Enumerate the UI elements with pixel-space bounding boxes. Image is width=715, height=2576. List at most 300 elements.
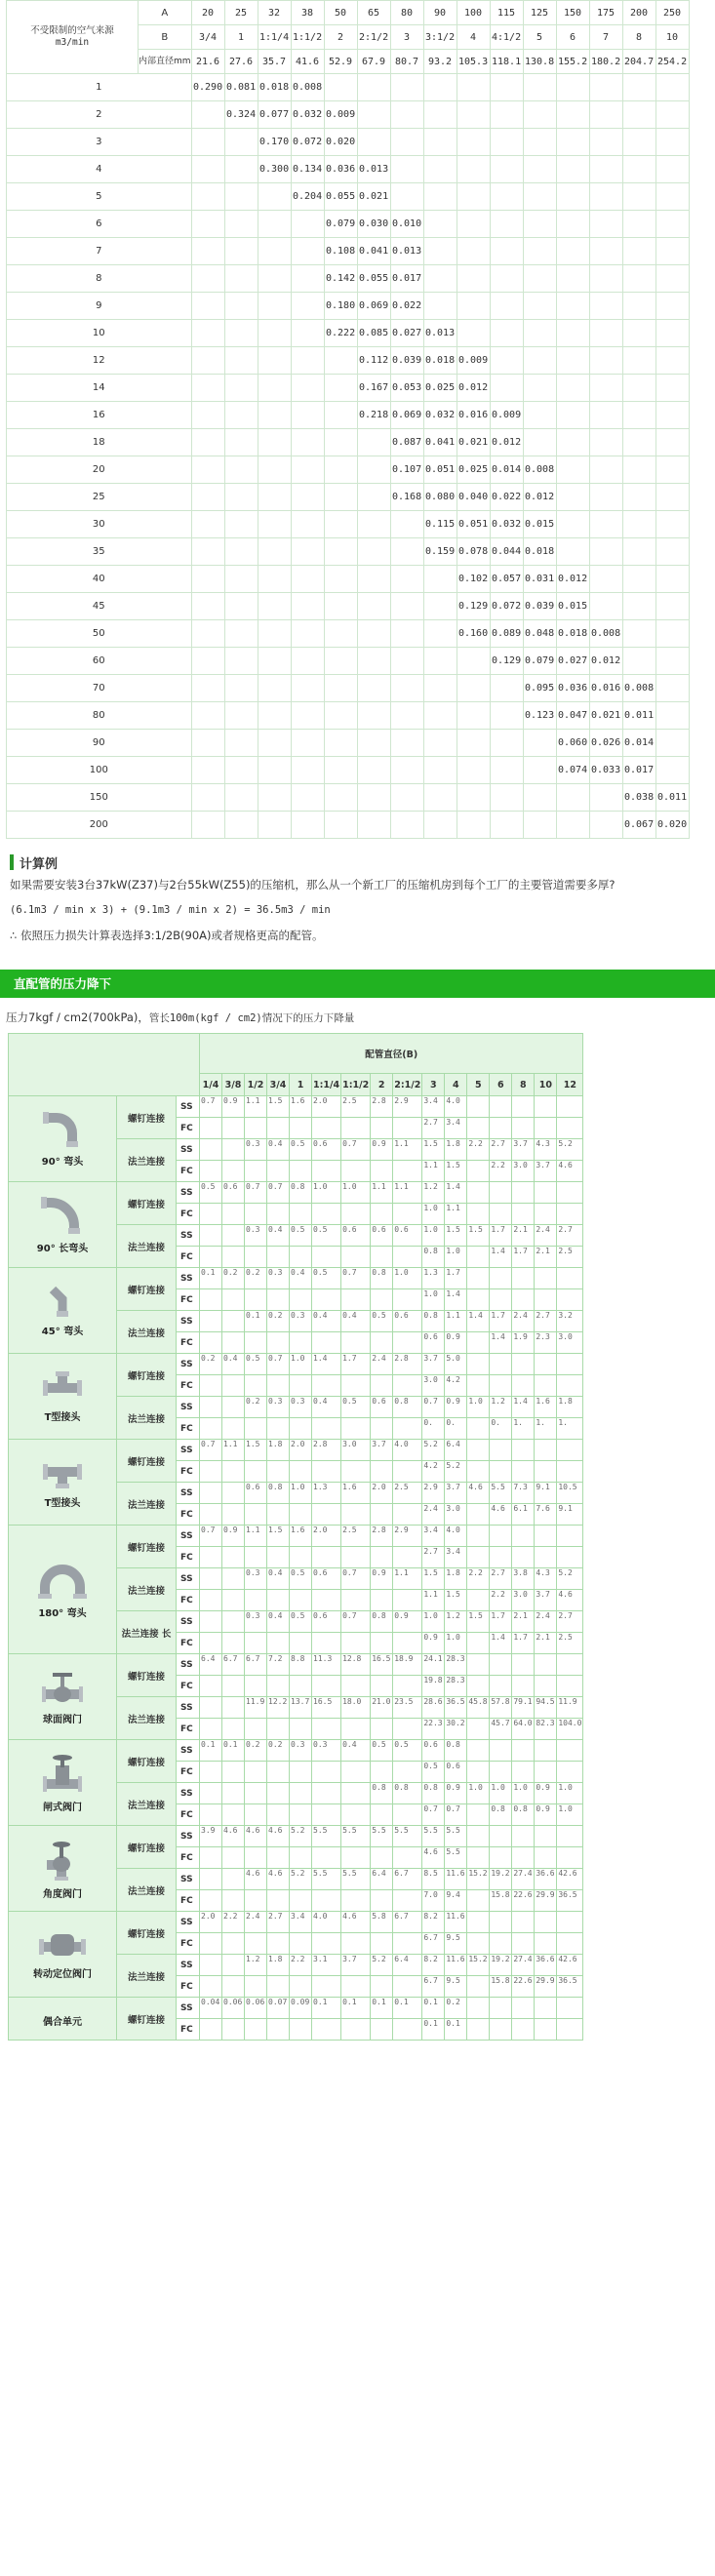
section-banner: 直配管的压力降下 (0, 970, 715, 998)
pressure-drop-cell (490, 1547, 511, 1567)
pressure-drop-cell (290, 1375, 311, 1396)
loss-value-cell (192, 238, 224, 264)
pressure-drop-cell (341, 1161, 370, 1181)
pressure-drop-cell: 5.5 (371, 1826, 392, 1846)
loss-value-cell: 0.055 (325, 183, 357, 210)
loss-value-cell (491, 757, 523, 783)
pressure-drop-cell (245, 1204, 266, 1224)
loss-value-cell: 0.033 (590, 757, 622, 783)
material-ss-label: SS (177, 1182, 199, 1203)
pressure-drop-cell: 0.6 (341, 1225, 370, 1246)
pressure-drop-cell (393, 1633, 421, 1653)
connection-type: 螺钉连接 (117, 1096, 176, 1138)
pressure-drop-cell (222, 1332, 244, 1353)
pressure-drop-cell (312, 1890, 340, 1911)
swing-check-valve-icon (10, 1928, 115, 1962)
pressure-drop-cell: 1.0 (422, 1225, 444, 1246)
pressure-drop-cell (267, 1204, 289, 1224)
loss-value-cell (524, 784, 556, 811)
flow-unit: m3/min (55, 37, 90, 48)
pressure-drop-cell: 5.5 (341, 1826, 370, 1846)
flow-value-cell: 7 (7, 238, 191, 264)
pressure-drop-cell (557, 1762, 582, 1782)
pressure-drop-cell (245, 1504, 266, 1525)
table-row (7, 183, 689, 210)
pressure-drop-cell (290, 1461, 311, 1482)
loss-value-cell: 0.039 (391, 347, 423, 374)
table-row (7, 320, 689, 346)
inner-diameter-cell: 118.1 (491, 50, 523, 73)
pressure-drop-cell: 1.1 (445, 1204, 466, 1224)
loss-value-cell (457, 757, 490, 783)
pressure-drop-cell: 1.0 (290, 1483, 311, 1503)
pressure-drop-cell: 11.9 (557, 1697, 582, 1718)
loss-value-cell: 0.025 (424, 375, 457, 401)
loss-value-cell (623, 566, 655, 592)
pressure-drop-cell: 0.3 (312, 1740, 340, 1761)
pressure-drop-cell (312, 2019, 340, 2040)
material-fc-label: FC (177, 1933, 199, 1954)
pressure-drop-cell: 1.6 (290, 1096, 311, 1117)
loss-value-cell: 0.016 (457, 402, 490, 428)
pressure-drop-cell: 3.7 (422, 1354, 444, 1374)
pressure-drop-cell: 21.0 (371, 1697, 392, 1718)
pressure-drop-cell: 28.3 (445, 1654, 466, 1675)
pressure-drop-cell (371, 1118, 392, 1138)
pressure-drop-cell (371, 1375, 392, 1396)
loss-value-cell (391, 620, 423, 647)
pressure-drop-cell: 9.5 (445, 1933, 466, 1954)
pressure-drop-cell (312, 1247, 340, 1267)
inner-diameter-cell: 41.6 (292, 50, 324, 73)
pressure-drop-cell (312, 1804, 340, 1825)
flow-label-cell (7, 1, 138, 73)
pressure-drop-cell: 6.7 (422, 1976, 444, 1997)
pressure-drop-cell (393, 1247, 421, 1267)
pressure-drop-cell (222, 1504, 244, 1525)
pressure-drop-cell (490, 1118, 511, 1138)
pressure-drop-cell: 3.2 (557, 1311, 582, 1331)
pressure-drop-cell (535, 1526, 556, 1546)
pressure-drop-cell: 1.1 (422, 1161, 444, 1181)
pressure-drop-cell: 0.8 (490, 1804, 511, 1825)
pressure-drop-cell: 0. (490, 1418, 511, 1439)
loss-value-cell: 0.053 (391, 375, 423, 401)
pressure-drop-cell (512, 1526, 534, 1546)
pressure-drop-cell (393, 1332, 421, 1353)
tee-branch-icon (10, 1455, 115, 1490)
pressure-drop-cell: 0.4 (312, 1397, 340, 1417)
pressure-drop-cell: 0.7 (341, 1268, 370, 1288)
loss-value-cell (424, 812, 457, 838)
loss-value-cell (358, 429, 390, 456)
pressure-drop-cell (393, 1418, 421, 1439)
pressure-drop-cell (490, 1998, 511, 2018)
pressure-drop-cell: 5.5 (312, 1826, 340, 1846)
pressure-drop-cell: 1.2 (490, 1397, 511, 1417)
pressure-drop-cell: 6.7 (393, 1912, 421, 1932)
loss-value-cell: 0.011 (656, 784, 689, 811)
pressure-drop-cell: 2.7 (557, 1611, 582, 1632)
loss-value-cell: 0.072 (491, 593, 523, 619)
loss-value-cell (623, 538, 655, 565)
loss-value-cell (391, 730, 423, 756)
pressure-drop-cell (557, 1826, 582, 1846)
connection-type: 法兰连接 (117, 1397, 176, 1439)
pressure-drop-cell (200, 1804, 221, 1825)
loss-value-cell (325, 511, 357, 537)
pipe-size-header: 3/4 (267, 1074, 289, 1095)
fitting-cell (9, 1526, 116, 1653)
pressure-drop-cell (267, 1332, 289, 1353)
flow-value-cell: 1 (7, 74, 191, 100)
loss-value-cell (424, 620, 457, 647)
pressure-drop-cell (245, 2019, 266, 2040)
pressure-drop-cell (512, 1676, 534, 1696)
pressure-drop-cell (512, 1762, 534, 1782)
loss-value-cell: 0.047 (557, 702, 589, 729)
loss-value-cell (225, 675, 258, 701)
pressure-drop-cell (312, 1204, 340, 1224)
pressure-drop-cell (512, 1354, 534, 1374)
loss-value-cell (292, 429, 324, 456)
pressure-drop-cell (393, 1590, 421, 1610)
pressure-drop-cell: 2.7 (422, 1118, 444, 1138)
flow-value-cell: 35 (7, 538, 191, 565)
material-ss-label: SS (177, 1268, 199, 1288)
pressure-drop-cell (557, 1204, 582, 1224)
pressure-drop-cell: 0.8 (290, 1182, 311, 1203)
pressure-drop-cell (467, 1204, 489, 1224)
loss-value-cell: 0.051 (424, 456, 457, 483)
loss-value-cell: 0.009 (491, 402, 523, 428)
pressure-drop-cell: 0.7 (200, 1526, 221, 1546)
loss-value-cell (258, 593, 291, 619)
pressure-drop-cell: 1.4 (312, 1354, 340, 1374)
loss-value-cell (457, 183, 490, 210)
pressure-drop-cell: 4.6 (267, 1826, 289, 1846)
pressure-drop-cell: 0.7 (267, 1354, 289, 1374)
loss-value-cell: 0.032 (424, 402, 457, 428)
loss-value-cell (391, 129, 423, 155)
pressure-drop-cell: 3.9 (200, 1826, 221, 1846)
pressure-drop-cell: 0.5 (245, 1354, 266, 1374)
table-row (7, 293, 689, 319)
pressure-drop-cell: 1.5 (267, 1526, 289, 1546)
pressure-drop-cell (267, 1375, 289, 1396)
pressure-drop-cell (467, 1847, 489, 1868)
loss-value-cell (656, 538, 689, 565)
pressure-drop-cell (341, 1976, 370, 1997)
loss-value-cell: 0.032 (491, 511, 523, 537)
loss-value-cell: 0.018 (258, 74, 291, 100)
loss-value-cell (623, 74, 655, 100)
pressure-drop-cell: 1.0 (512, 1783, 534, 1803)
loss-value-cell (491, 183, 523, 210)
loss-value-cell (358, 648, 390, 674)
loss-value-cell (325, 620, 357, 647)
pressure-drop-cell (200, 1633, 221, 1653)
pressure-drop-cell: 1.4 (512, 1397, 534, 1417)
loss-value-cell (623, 101, 655, 128)
pressure-drop-cell (267, 1633, 289, 1653)
pressure-drop-cell: 15.8 (490, 1890, 511, 1911)
pressure-drop-cell (490, 1676, 511, 1696)
loss-value-cell: 0.074 (557, 757, 589, 783)
pressure-drop-cell (222, 1976, 244, 1997)
loss-value-cell (524, 238, 556, 264)
loss-value-cell (225, 402, 258, 428)
loss-value-cell (524, 347, 556, 374)
loss-value-cell: 0.036 (557, 675, 589, 701)
pressure-drop-cell: 11.6 (445, 1869, 466, 1889)
loss-value-cell: 0.079 (325, 211, 357, 237)
connection-type: 法兰连接 (117, 1869, 176, 1911)
pressure-drop-cell (467, 2019, 489, 2040)
pressure-drop-cell: 1.5 (445, 1161, 466, 1181)
pressure-drop-cell: 0.8 (422, 1247, 444, 1267)
pressure-drop-cell: 29.9 (535, 1976, 556, 1997)
pipe-size-header: 3 (422, 1074, 444, 1095)
pressure-drop-cell (557, 1354, 582, 1374)
pressure-drop-cell: 3.7 (371, 1440, 392, 1460)
loss-value-cell (623, 375, 655, 401)
material-ss-label: SS (177, 1955, 199, 1975)
pressure-drop-cell (557, 1654, 582, 1675)
pressure-drop-cell (535, 1268, 556, 1288)
pressure-drop-cell: 29.9 (535, 1890, 556, 1911)
pressure-drop-cell (341, 1504, 370, 1525)
loss-value-cell (491, 375, 523, 401)
pressure-drop-cell (371, 1847, 392, 1868)
pressure-drop-cell: 3.4 (445, 1118, 466, 1138)
pressure-drop-cell (467, 1096, 489, 1117)
pressure-drop-cell (341, 1418, 370, 1439)
loss-value-cell (557, 375, 589, 401)
loss-value-cell: 0.039 (524, 593, 556, 619)
pressure-drop-cell: 0.5 (290, 1225, 311, 1246)
pressure-drop-cell: 0.4 (341, 1740, 370, 1761)
connection-type: 法兰连接 (117, 1955, 176, 1997)
pressure-drop-cell: 0.8 (512, 1804, 534, 1825)
loss-value-cell (358, 620, 390, 647)
pressure-drop-cell (290, 1204, 311, 1224)
loss-value-cell (292, 812, 324, 838)
loss-value-cell (358, 74, 390, 100)
flow-value-cell: 6 (7, 211, 191, 237)
pressure-drop-cell: 0.4 (267, 1611, 289, 1632)
pressure-drop-cell: 22.3 (422, 1719, 444, 1739)
loss-value-cell: 0.041 (424, 429, 457, 456)
loss-value-cell (391, 538, 423, 565)
pressure-drop-cell: 0.3 (245, 1225, 266, 1246)
pressure-drop-cell: 1.8 (557, 1397, 582, 1417)
pipe-size-header: 1/2 (245, 1074, 266, 1095)
pressure-drop-cell: 3.4 (422, 1526, 444, 1546)
loss-value-cell (457, 156, 490, 182)
pressure-drop-cell: 1.7 (512, 1633, 534, 1653)
pressure-drop-cell (200, 1161, 221, 1181)
loss-value-cell (192, 593, 224, 619)
loss-value-cell (225, 429, 258, 456)
loss-value-cell (258, 648, 291, 674)
loss-value-cell (258, 293, 291, 319)
pressure-drop-cell: 1.7 (341, 1354, 370, 1374)
loss-value-cell (292, 593, 324, 619)
pressure-drop-cell (245, 1118, 266, 1138)
fitting-pressure-drop-table (8, 1033, 583, 2041)
table-row (7, 429, 689, 456)
pressure-drop-cell (393, 1504, 421, 1525)
pressure-drop-cell: 6.4 (445, 1440, 466, 1460)
pressure-drop-cell (393, 1676, 421, 1696)
pressure-drop-cell: 0.1 (341, 1998, 370, 2018)
pressure-drop-cell: 0.7 (341, 1139, 370, 1160)
pressure-drop-cell: 0.1 (222, 1740, 244, 1761)
pressure-drop-cell: 1.5 (467, 1225, 489, 1246)
loss-value-cell (192, 812, 224, 838)
pressure-drop-cell (371, 1933, 392, 1954)
table-row (9, 1268, 582, 1288)
fitting-name: 偶合单元 (43, 2017, 82, 2028)
loss-value-cell (258, 265, 291, 292)
pressure-drop-cell: 5.2 (557, 1139, 582, 1160)
loss-value-cell (258, 375, 291, 401)
pressure-drop-cell (467, 1354, 489, 1374)
pressure-drop-cell (222, 1783, 244, 1803)
pressure-drop-cell (245, 1933, 266, 1954)
inner-diameter-cell: 130.8 (524, 50, 556, 73)
pressure-drop-cell (200, 1697, 221, 1718)
pressure-drop-cell: 0.6 (312, 1568, 340, 1589)
loss-value-cell (457, 265, 490, 292)
material-fc-label: FC (177, 1676, 199, 1696)
pressure-drop-cell: 1.3 (422, 1268, 444, 1288)
pressure-drop-cell: 1.5 (445, 1225, 466, 1246)
pressure-drop-cell (245, 1676, 266, 1696)
pressure-drop-cell: 2.5 (341, 1526, 370, 1546)
pressure-drop-cell: 4.0 (445, 1526, 466, 1546)
pressure-drop-cell (222, 1568, 244, 1589)
loss-value-cell (524, 320, 556, 346)
loss-value-cell: 0.115 (424, 511, 457, 537)
pressure-drop-cell: 1.4 (467, 1311, 489, 1331)
pressure-drop-cell (467, 1654, 489, 1675)
pressure-drop-cell (312, 1719, 340, 1739)
table-row (7, 265, 689, 292)
loss-value-cell (192, 757, 224, 783)
loss-value-cell (656, 429, 689, 456)
calc-title-text: 计算例 (20, 856, 59, 872)
pressure-drop-cell (200, 1568, 221, 1589)
loss-value-cell (225, 347, 258, 374)
pressure-drop-cell: 2.5 (557, 1247, 582, 1267)
pressure-drop-cell: 0.2 (245, 1740, 266, 1761)
fitting-cell (9, 1268, 116, 1353)
pressure-drop-cell (222, 1225, 244, 1246)
loss-value-cell (491, 320, 523, 346)
pressure-drop-cell: 2.7 (490, 1568, 511, 1589)
loss-value-cell (192, 566, 224, 592)
loss-value-cell (557, 784, 589, 811)
loss-value-cell (557, 265, 589, 292)
pressure-drop-cell: 2.4 (245, 1912, 266, 1932)
pressure-drop-cell (290, 1590, 311, 1610)
loss-value-cell (225, 265, 258, 292)
size-a-cell: 80 (391, 1, 423, 24)
loss-value-cell (524, 156, 556, 182)
pressure-drop-cell: 5.2 (557, 1568, 582, 1589)
elbow-45-icon (10, 1284, 115, 1319)
loss-value-cell (258, 238, 291, 264)
pressure-drop-cell: 0.9 (393, 1611, 421, 1632)
pressure-drop-cell: 1.4 (490, 1633, 511, 1653)
loss-value-cell (292, 265, 324, 292)
pressure-drop-cell: 5.5 (445, 1826, 466, 1846)
pressure-drop-cell (245, 1762, 266, 1782)
material-ss-label: SS (177, 1568, 199, 1589)
pressure-drop-cell: 2.0 (371, 1483, 392, 1503)
pressure-drop-cell: 28.3 (445, 1676, 466, 1696)
loss-value-cell (623, 402, 655, 428)
table-row (9, 1740, 582, 1761)
loss-value-cell (623, 211, 655, 237)
pressure-drop-cell: 1.1 (222, 1440, 244, 1460)
pressure-drop-cell (267, 1590, 289, 1610)
pressure-drop-cell (393, 1375, 421, 1396)
loss-value-cell (491, 702, 523, 729)
loss-value-cell (491, 129, 523, 155)
table-row (9, 1998, 582, 2018)
loss-value-cell (258, 620, 291, 647)
pressure-drop-cell (467, 1182, 489, 1203)
loss-value-cell (192, 484, 224, 510)
header-blank (9, 1034, 199, 1095)
loss-value-cell (292, 730, 324, 756)
pressure-drop-cell: 0.4 (222, 1354, 244, 1374)
loss-value-cell (524, 129, 556, 155)
loss-value-cell (424, 156, 457, 182)
pressure-drop-cell: 1.1 (245, 1526, 266, 1546)
loss-value-cell: 0.081 (225, 74, 258, 100)
material-fc-label: FC (177, 1289, 199, 1310)
flow-value-cell: 25 (7, 484, 191, 510)
pressure-drop-cell: 5.5 (422, 1826, 444, 1846)
pressure-drop-cell (490, 1526, 511, 1546)
return-bend-icon (10, 1560, 115, 1601)
pressure-drop-cell (371, 1762, 392, 1782)
material-fc-label: FC (177, 1890, 199, 1911)
loss-value-cell (590, 320, 622, 346)
loss-value-cell (491, 74, 523, 100)
loss-value-cell (590, 784, 622, 811)
pressure-drop-cell: 4.3 (535, 1568, 556, 1589)
table-row (7, 129, 689, 155)
pressure-drop-cell: 27.4 (512, 1869, 534, 1889)
pressure-drop-cell: 1.0 (422, 1289, 444, 1310)
loss-value-cell (358, 593, 390, 619)
loss-value-cell (225, 538, 258, 565)
loss-value-cell (457, 648, 490, 674)
inner-diameter-cell: 27.6 (225, 50, 258, 73)
size-b-cell: 3:1/2 (424, 25, 457, 49)
pressure-drop-cell: 15.2 (467, 1869, 489, 1889)
loss-value-cell (656, 511, 689, 537)
loss-value-cell (524, 730, 556, 756)
pressure-drop-cell: 2.0 (312, 1096, 340, 1117)
pressure-drop-cell (535, 1933, 556, 1954)
loss-value-cell (590, 129, 622, 155)
